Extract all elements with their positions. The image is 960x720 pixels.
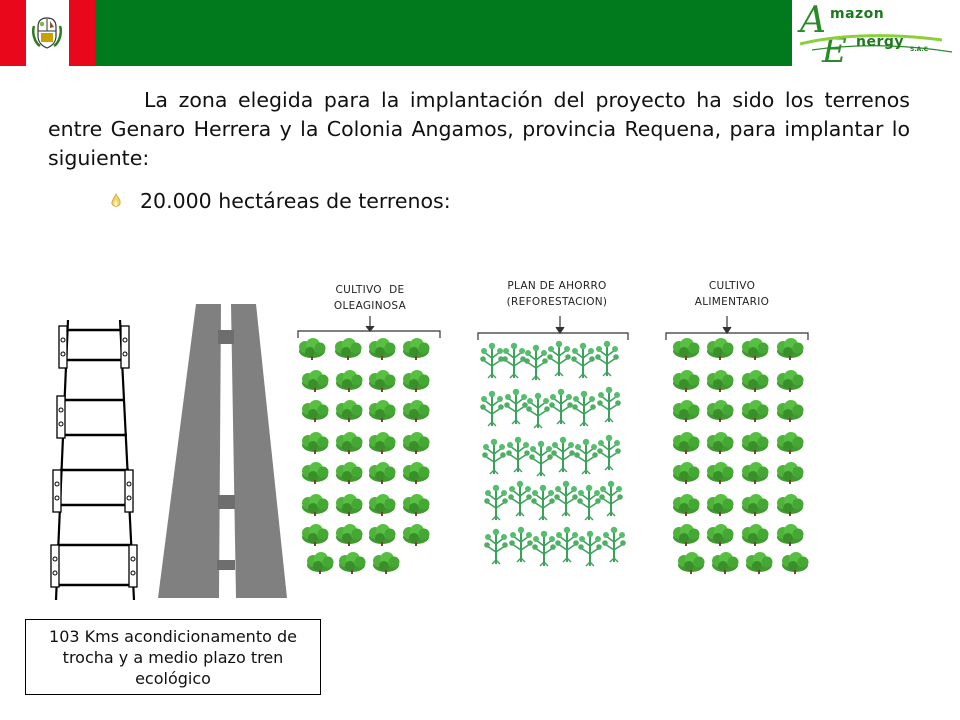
alimentario-plot — [673, 338, 809, 574]
oleaginosa-bracket — [298, 316, 440, 338]
road-icon — [158, 295, 287, 600]
oleaginosa-label-line2: OLEAGINOSA — [333, 300, 407, 312]
oleaginosa-label — [310, 282, 430, 314]
ahorro-bracket — [478, 316, 628, 340]
caption-text: 103 Kms acondicionamento de trocha y a medio plazo tren ecológico — [49, 626, 297, 688]
ahorro-plot — [480, 341, 626, 566]
logo-word-energy: nergy — [856, 34, 905, 50]
svg-text:A: A — [800, 0, 826, 41]
bullet-text: 20.000 hectáreas de terrenos: — [140, 189, 451, 213]
logo-word-amazon: mazon — [830, 6, 885, 22]
oleaginosa-plot — [299, 338, 430, 574]
caption-box — [25, 619, 321, 695]
ahorro-label-line2: (REFORESTACION) — [506, 296, 608, 308]
alimentario-label — [672, 278, 792, 310]
railway-track-icon — [51, 320, 137, 600]
alimentario-label-line1: CULTIVO — [708, 280, 756, 292]
alimentario-label-line2: ALIMENTARIO — [694, 296, 770, 308]
svg-text:E: E — [822, 31, 847, 66]
ahorro-label-line1: PLAN DE AHORRO — [507, 280, 607, 292]
oleaginosa-label-line1: CULTIVO DE — [335, 284, 405, 296]
ahorro-label — [482, 278, 632, 310]
alimentario-bracket — [666, 316, 808, 340]
logo-suffix: S.A.C — [910, 46, 929, 53]
intro-paragraph: La zona elegida para la implantación del proyecto ha sido los terrenos entre Genaro Herrera y la Colonia Angamos, provincia Requena, para implantar lo siguiente: — [48, 88, 910, 170]
